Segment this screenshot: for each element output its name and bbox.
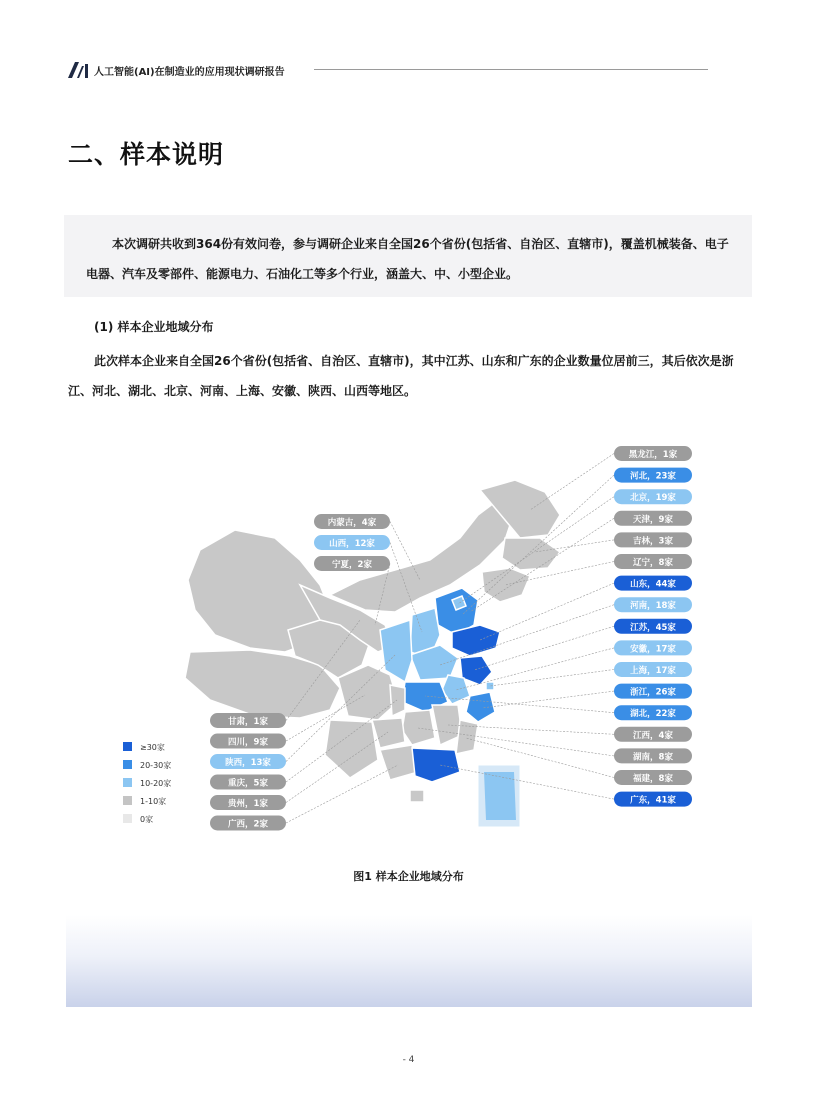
legend-swatch <box>123 742 132 751</box>
region-guizhou <box>372 718 405 748</box>
region-guangdong <box>412 748 460 782</box>
page-number: - 4 <box>402 1055 415 1065</box>
legend-label: 20-30家 <box>140 761 172 770</box>
right-label-4 <box>614 532 692 547</box>
legend-item-3 <box>123 796 166 806</box>
label-text: 重庆，5家 <box>228 778 268 789</box>
legend-label: 1-10家 <box>140 797 167 806</box>
right-label-7 <box>614 597 692 612</box>
right-label-11 <box>614 684 692 699</box>
label-text: 黑龙江，1家 <box>628 450 678 460</box>
label-text: 江西，4家 <box>633 730 673 741</box>
label-text: 辽宁，8家 <box>633 558 673 568</box>
connector-line-r11 <box>482 691 614 708</box>
right-label-5 <box>614 554 692 569</box>
label-text: 吉林，3家 <box>633 536 673 547</box>
region-jilin <box>502 538 560 570</box>
legend-swatch <box>123 796 132 805</box>
bottom-left-label-5 <box>210 816 286 831</box>
section-title: 二、样本说明 <box>68 140 225 169</box>
right-label-10 <box>614 662 692 677</box>
report-logo <box>68 62 90 78</box>
label-text: 贵州，1家 <box>228 799 268 809</box>
legend-swatch <box>123 778 132 787</box>
left-label-1 <box>314 535 390 550</box>
label-text: 内蒙古，4家 <box>327 518 377 528</box>
right-label-0 <box>614 446 692 461</box>
legend-swatch <box>123 760 132 769</box>
summary-text: 本次调研共收到364份有效问卷，参与调研企业来自全国26个省份(包括省、自治区、直辖市)，覆盖机械装备、电子电器、汽车及零部件、能源电力、石油化工等多个行业，涵盖大、中、小型企业。 <box>86 237 729 281</box>
connector-line-r16 <box>440 765 614 799</box>
bottom-left-label-2 <box>210 754 286 769</box>
body-paragraph: 此次样本企业来自全国26个省份(包括省、自治区、直辖市)，其中江苏、山东和广东的企业数量位居前三，其后依次是浙江、河北、湖北、北京、河南、上海、安徽、陕西、山西等地区。 <box>68 354 734 398</box>
region-hunan <box>402 710 435 745</box>
label-text: 湖南，8家 <box>633 752 673 763</box>
right-label-14 <box>614 748 692 763</box>
bottom-left-label-3 <box>210 775 286 790</box>
legend-item-0 <box>123 742 165 752</box>
label-text: 河北，23家 <box>630 471 676 482</box>
label-text: 江苏，45家 <box>630 622 676 633</box>
footer-banner <box>66 915 752 1007</box>
legend-item-4 <box>123 814 153 824</box>
label-text: 四川，9家 <box>228 737 268 748</box>
region-chongqing <box>390 685 405 716</box>
label-text: 甘肃，1家 <box>228 717 268 727</box>
legend-label: 0家 <box>140 815 154 824</box>
region-map-figure <box>0 420 817 840</box>
label-text: 山西，12家 <box>329 539 375 549</box>
label-text: 山东，44家 <box>630 579 676 590</box>
label-text: 安徽，17家 <box>630 644 676 655</box>
figure-caption: 图1 样本企业地域分布 <box>353 870 464 883</box>
bottom-left-label-4 <box>210 795 286 810</box>
bottom-left-label-0 <box>210 713 286 728</box>
connector-line-b5 <box>286 765 398 823</box>
connector-line-r10 <box>490 670 614 687</box>
right-label-15 <box>614 770 692 785</box>
label-text: 陕西，13家 <box>225 758 271 768</box>
bottom-left-label-1 <box>210 734 286 749</box>
left-label-0 <box>314 514 390 529</box>
legend-label: 10-20家 <box>140 779 172 788</box>
report-title: 人工智能(AI)在制造业的应用现状调研报告 <box>94 67 285 78</box>
legend-swatch <box>123 814 132 823</box>
label-text: 上海，17家 <box>630 666 676 676</box>
label-text: 浙江，26家 <box>630 687 676 698</box>
legend-label: ≥30家 <box>140 743 165 752</box>
subheading: (1) 样本企业地域分布 <box>94 320 214 334</box>
right-label-9 <box>614 640 692 655</box>
legend-item-1 <box>123 760 171 770</box>
left-label-2 <box>314 556 390 571</box>
right-label-16 <box>614 792 692 807</box>
right-label-8 <box>614 619 692 634</box>
label-text: 宁夏，2家 <box>332 560 372 570</box>
right-label-13 <box>614 727 692 742</box>
south-china-sea-islands <box>484 772 516 820</box>
region-liaoning <box>482 568 530 602</box>
right-label-3 <box>614 511 692 526</box>
header-rule <box>314 69 708 70</box>
label-text: 广东，41家 <box>630 795 676 806</box>
region-shandong <box>452 625 500 656</box>
legend-item-2 <box>123 778 171 788</box>
china-map <box>0 420 817 840</box>
page-header <box>68 60 708 80</box>
right-label-1 <box>614 468 692 483</box>
label-text: 湖北，22家 <box>630 709 676 720</box>
region-hainan <box>410 790 424 802</box>
right-label-2 <box>614 489 692 504</box>
label-text: 福建，8家 <box>633 774 673 784</box>
right-label-6 <box>614 576 692 591</box>
right-label-12 <box>614 705 692 720</box>
label-text: 北京，19家 <box>630 493 676 504</box>
label-text: 河南，18家 <box>630 601 676 612</box>
region-fujian <box>456 720 478 754</box>
label-text: 广西，2家 <box>228 819 268 830</box>
summary-box <box>64 215 752 297</box>
region-yunnan <box>325 720 378 778</box>
label-text: 天津，9家 <box>633 514 673 525</box>
map-legend <box>123 742 171 824</box>
